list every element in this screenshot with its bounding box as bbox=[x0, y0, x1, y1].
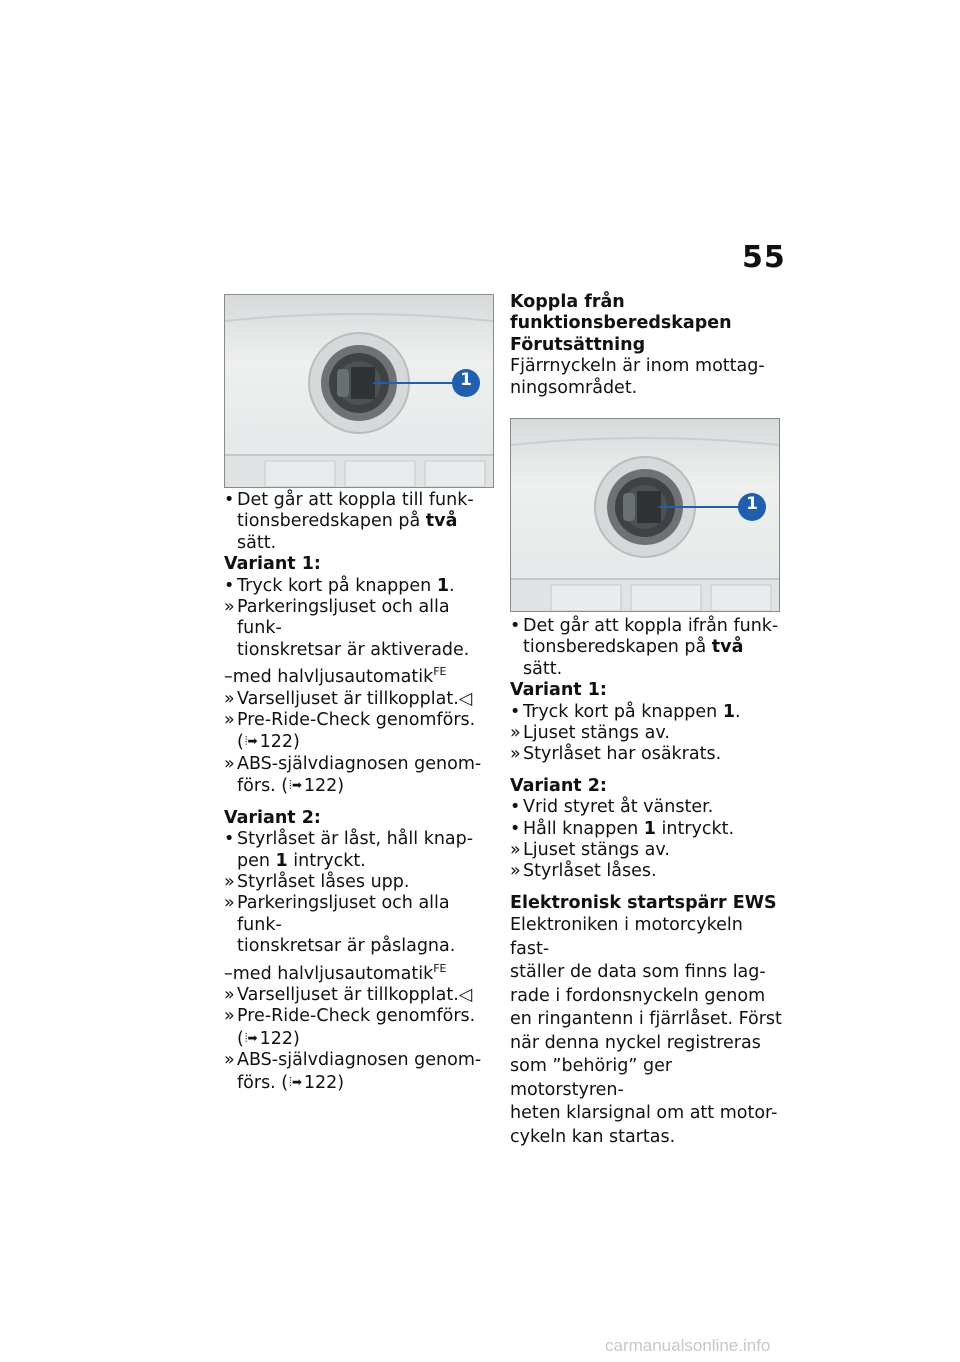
paragraph-line: rade i fordonsnyckeln genom bbox=[510, 985, 766, 1006]
list-item: • Det går att koppla ifrån funk- bbox=[510, 616, 779, 636]
paragraph-line: som ”behörig” ger motorstyren- bbox=[510, 1056, 673, 1100]
page-ref-arrow-icon: ⦙➡ bbox=[244, 1030, 258, 1045]
left-column bbox=[224, 490, 496, 1094]
right-column-top bbox=[510, 292, 782, 399]
list-item-continued: pen 1 intryckt. bbox=[237, 850, 366, 871]
variant-2-heading: Variant 2: bbox=[510, 775, 607, 796]
result-item: » Ljuset stängs av. bbox=[510, 723, 670, 744]
result-item: » Ljuset stängs av. bbox=[510, 840, 670, 861]
result-item: » Varselljuset är tillkopplat.◁ bbox=[224, 984, 473, 1005]
result-item: » Styrlåset låses upp. bbox=[224, 871, 410, 892]
paragraph-line: en ringantenn i fjärrlåset. Först bbox=[510, 1009, 782, 1030]
result-item: » Pre-Ride-Check genomförs. bbox=[224, 710, 476, 731]
variant-1-heading: Variant 1: bbox=[510, 680, 607, 701]
list-item: • Tryck kort på knappen 1. bbox=[224, 575, 455, 596]
paragraph-line: cykeln kan startas. bbox=[510, 1126, 676, 1147]
page-reference[interactable]: förs. (⦙➡ 122) bbox=[237, 1072, 345, 1093]
page-reference[interactable]: (⦙➡ 122) bbox=[237, 732, 300, 753]
list-item: • Håll knappen 1 intryckt. bbox=[510, 818, 735, 839]
variant-2-heading: Variant 2: bbox=[224, 807, 321, 828]
list-item: • Tryck kort på knappen 1. bbox=[510, 701, 741, 722]
result-item: » ABS-självdiagnosen genom- bbox=[224, 1050, 482, 1071]
callout-number-1: 1 bbox=[460, 370, 472, 390]
ews-paragraph bbox=[510, 914, 782, 1149]
condition-line: –med halvljusautomatik$^{FE}$ bbox=[224, 665, 447, 688]
figure-ignition-button-2 bbox=[510, 418, 780, 612]
page-ref-arrow-icon: ⦙➡ bbox=[244, 734, 258, 749]
figure-ignition-button-1 bbox=[224, 294, 494, 488]
paragraph-line: heten klarsignal om att motor- bbox=[510, 1103, 778, 1124]
list-item-continued: tionsberedskapen på två sätt. bbox=[237, 511, 458, 553]
result-item: » Parkeringsljuset och alla funk- bbox=[224, 893, 450, 935]
ews-heading: Elektronisk startspärr EWS bbox=[510, 892, 777, 913]
list-item: • Styrlåset är låst, håll knap- bbox=[224, 829, 474, 850]
section-heading: funktionsberedskapen bbox=[510, 313, 732, 334]
page-reference[interactable]: förs. (⦙➡ 122) bbox=[237, 776, 345, 797]
right-column-bottom bbox=[510, 616, 782, 1149]
paragraph-line: Fjärrnyckeln är inom mottag- bbox=[510, 356, 765, 377]
callout-number-1: 1 bbox=[746, 494, 758, 514]
paragraph-line: när denna nyckel registreras bbox=[510, 1032, 761, 1053]
result-item: » Varselljuset är tillkopplat.◁ bbox=[224, 688, 473, 709]
page-ref-arrow-icon: ⦙➡ bbox=[289, 1074, 302, 1089]
page-reference[interactable]: (⦙➡ 122) bbox=[237, 1028, 300, 1049]
list-item: • Det går att koppla till funk- bbox=[224, 490, 474, 510]
result-item: » Styrlåset har osäkrats. bbox=[510, 744, 722, 765]
section-heading: Koppla från bbox=[510, 292, 625, 312]
paragraph-line: Elektroniken i motorcykeln fast- bbox=[510, 915, 743, 959]
result-item: » ABS-självdiagnosen genom- bbox=[224, 753, 482, 774]
sub-heading: Förutsättning bbox=[510, 334, 646, 355]
list-item: • Vrid styret åt vänster. bbox=[510, 797, 714, 818]
footer-watermark[interactable]: carmanualsonline.info bbox=[605, 1336, 771, 1355]
list-item-continued: tionsberedskapen på två sätt. bbox=[523, 637, 744, 679]
variant-1-heading: Variant 1: bbox=[224, 554, 321, 575]
result-item: » Styrlåset låses. bbox=[510, 861, 657, 882]
page-number: 55 bbox=[742, 240, 786, 275]
condition-line: –med halvljusautomatik$^{FE}$ bbox=[224, 961, 447, 984]
page-ref-arrow-icon: ⦙➡ bbox=[289, 778, 302, 793]
paragraph-line: ningsområdet. bbox=[510, 377, 638, 398]
result-item: » Pre-Ride-Check genomförs. bbox=[224, 1006, 476, 1027]
result-item-continued: tionskretsar är påslagna. bbox=[237, 936, 456, 957]
paragraph-line: ställer de data som finns lag- bbox=[510, 962, 766, 983]
result-item-continued: tionskretsar är aktiverade. bbox=[237, 639, 470, 660]
result-item: » Parkeringsljuset och alla funk- bbox=[224, 597, 450, 639]
